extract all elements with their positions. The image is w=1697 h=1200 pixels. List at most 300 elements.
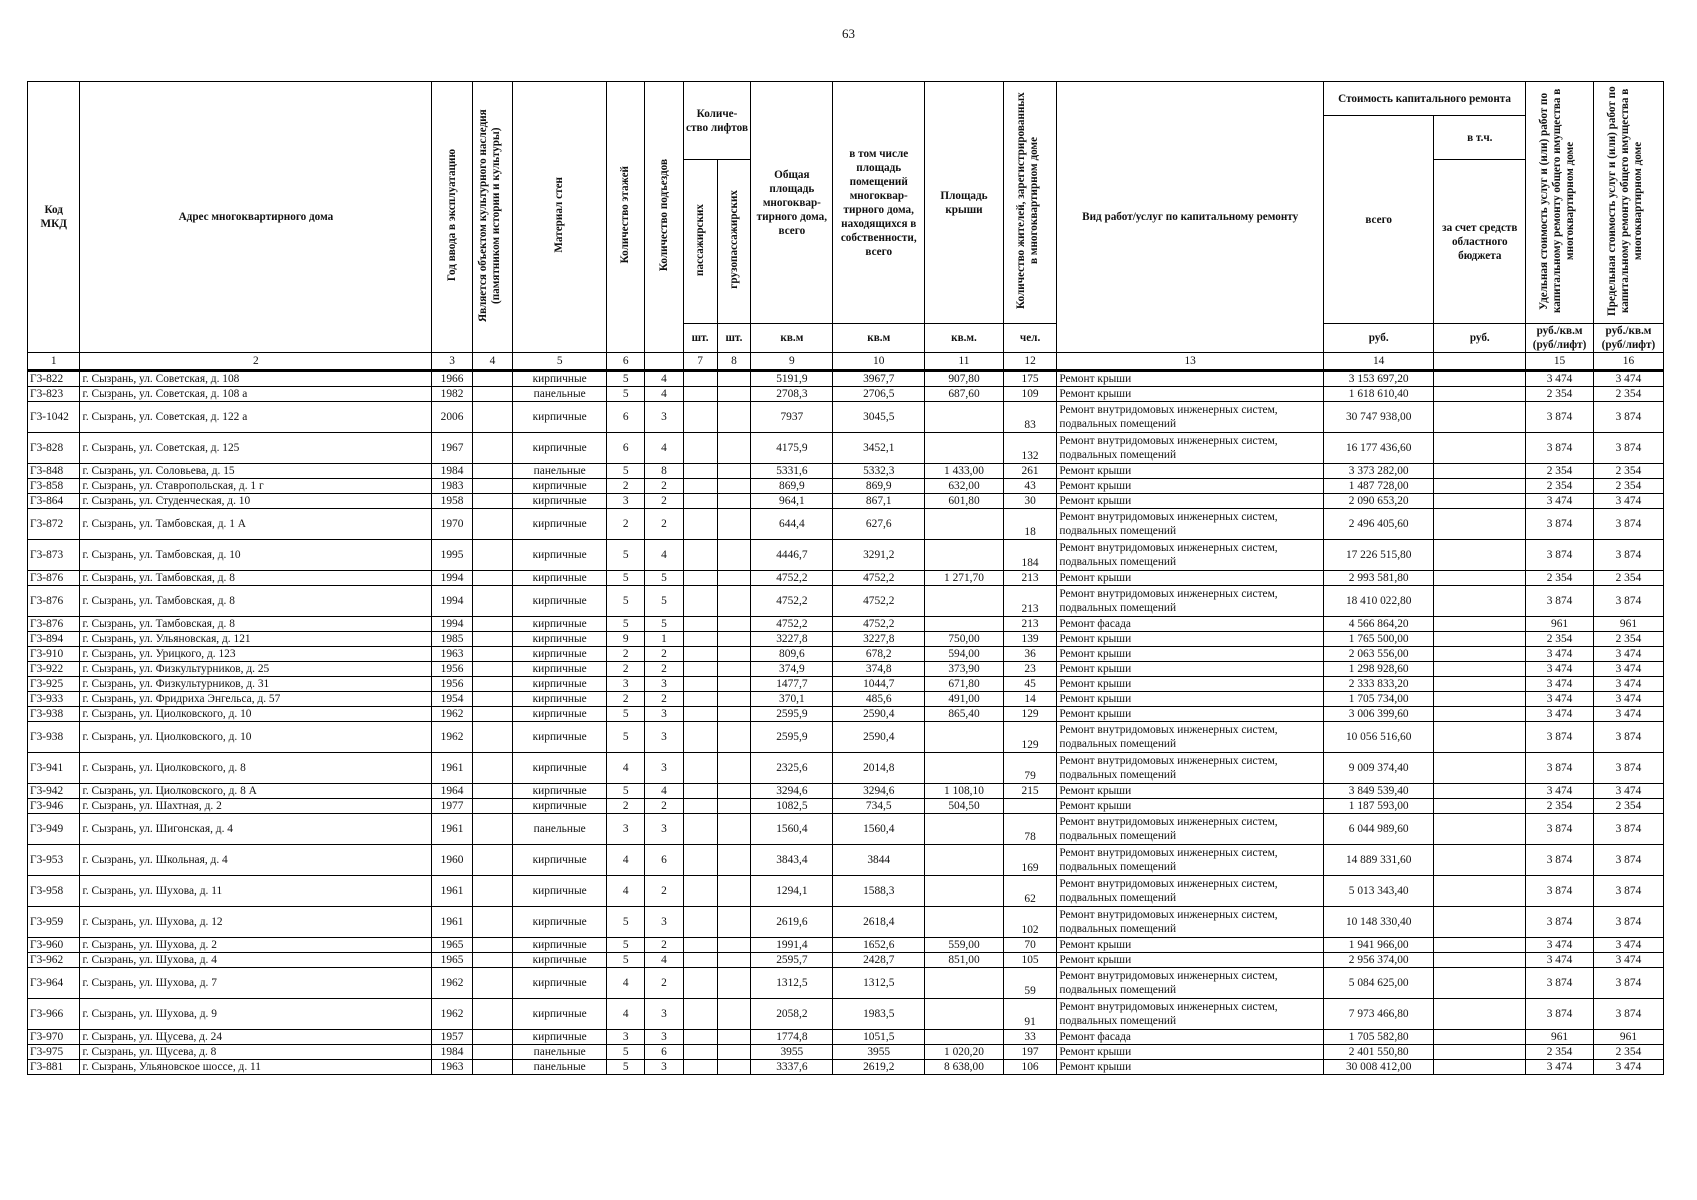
- cell-floors: 4: [607, 968, 645, 999]
- header-year: Год ввода в эксплуатацию: [432, 82, 472, 353]
- cell-cost-regional: [1434, 722, 1526, 753]
- table-row: [28, 662, 1664, 677]
- cell-cost-total: 1 298 928,60: [1324, 662, 1434, 677]
- cell-roof-area: 687,60: [925, 387, 1004, 402]
- cell-cost-regional: [1434, 1045, 1526, 1060]
- cell-floors: 5: [607, 586, 645, 617]
- cell-heritage: [472, 938, 512, 953]
- cell-cost-total: 1 765 500,00: [1324, 632, 1434, 647]
- cell-year: 1956: [432, 662, 472, 677]
- cell-year: 1984: [432, 1045, 472, 1060]
- cell-floors: 6: [607, 433, 645, 464]
- cell-lifts-freight: [717, 707, 751, 722]
- cell-total-area: 964,1: [751, 494, 833, 509]
- cell-lifts-freight: [717, 494, 751, 509]
- cell-work-type: Ремонт внутридомовых инженерных систем, подвальных помещений: [1057, 402, 1324, 433]
- cell-wall-material: кирпичные: [513, 571, 607, 586]
- cell-max-cost: 2 354: [1593, 799, 1663, 814]
- cell-lifts-freight: [717, 938, 751, 953]
- cell-owned-area: 734,5: [833, 799, 925, 814]
- cell-year: 1964: [432, 784, 472, 799]
- cell-heritage: [472, 1045, 512, 1060]
- column-number: 7: [683, 353, 717, 371]
- cell-mkd-code: Г3-881: [28, 1060, 80, 1075]
- cell-owned-area: 4752,2: [833, 571, 925, 586]
- cell-roof-area: [925, 907, 1004, 938]
- cell-total-area: 3955: [751, 1045, 833, 1060]
- cell-mkd-code: Г3-949: [28, 814, 80, 845]
- cell-residents: 261: [1003, 464, 1057, 479]
- cell-max-cost: 3 874: [1593, 586, 1663, 617]
- cell-floors: 5: [607, 938, 645, 953]
- cell-floors: 9: [607, 632, 645, 647]
- cell-mkd-code: Г3-858: [28, 479, 80, 494]
- table-row: [28, 617, 1664, 632]
- cell-heritage: [472, 632, 512, 647]
- cell-entrances: 3: [645, 814, 683, 845]
- header-work-type: Вид работ/услуг по капитальному ремонту: [1057, 82, 1324, 353]
- cell-address: г. Сызрань, ул. Студенческая, д. 10: [80, 494, 432, 509]
- cell-floors: 2: [607, 662, 645, 677]
- cell-mkd-code: Г3-1042: [28, 402, 80, 433]
- table-row: [28, 1045, 1664, 1060]
- cell-cost-total: 9 009 374,40: [1324, 753, 1434, 784]
- cell-unit-cost: 3 874: [1526, 845, 1594, 876]
- cell-unit-cost: 3 874: [1526, 402, 1594, 433]
- cell-lifts-passenger: [683, 722, 717, 753]
- cell-work-type: Ремонт крыши: [1057, 571, 1324, 586]
- capital-repair-table: [27, 81, 1664, 1075]
- cell-work-type: Ремонт внутридомовых инженерных систем, подвальных помещений: [1057, 509, 1324, 540]
- cell-mkd-code: Г3-962: [28, 953, 80, 968]
- cell-cost-regional: [1434, 753, 1526, 784]
- cell-lifts-freight: [717, 677, 751, 692]
- header-total-area: Общая площадь многоквар- тирного дома, всего: [751, 82, 833, 324]
- page-number: 63: [842, 26, 855, 41]
- cell-lifts-freight: [717, 617, 751, 632]
- unit-max-cost: руб./кв.м (руб/лифт): [1593, 324, 1663, 353]
- cell-roof-area: [925, 999, 1004, 1030]
- cell-cost-total: 6 044 989,60: [1324, 814, 1434, 845]
- cell-residents: 33: [1003, 1030, 1057, 1045]
- cell-unit-cost: 3 474: [1526, 662, 1594, 677]
- cell-unit-cost: 961: [1526, 1030, 1594, 1045]
- header-lifts: Количе- ство лифтов: [683, 82, 751, 160]
- cell-heritage: [472, 662, 512, 677]
- cell-cost-total: 3 006 399,60: [1324, 707, 1434, 722]
- cell-owned-area: 3844: [833, 845, 925, 876]
- cell-year: 1994: [432, 617, 472, 632]
- cell-entrances: 4: [645, 540, 683, 571]
- cell-wall-material: кирпичные: [513, 722, 607, 753]
- cell-owned-area: 678,2: [833, 647, 925, 662]
- cell-wall-material: кирпичные: [513, 753, 607, 784]
- cell-owned-area: 1560,4: [833, 814, 925, 845]
- cell-unit-cost: 961: [1526, 617, 1594, 632]
- column-number: 8: [717, 353, 751, 371]
- cell-lifts-freight: [717, 784, 751, 799]
- cell-floors: 2: [607, 799, 645, 814]
- cell-lifts-passenger: [683, 938, 717, 953]
- cell-floors: 3: [607, 677, 645, 692]
- cell-entrances: 1: [645, 632, 683, 647]
- header-cost-total: всего: [1324, 116, 1434, 324]
- cell-lifts-passenger: [683, 1045, 717, 1060]
- cell-year: 1961: [432, 814, 472, 845]
- cell-entrances: 5: [645, 617, 683, 632]
- cell-heritage: [472, 999, 512, 1030]
- cell-roof-area: [925, 617, 1004, 632]
- cell-year: 1966: [432, 371, 472, 387]
- cell-lifts-passenger: [683, 387, 717, 402]
- cell-roof-area: [925, 968, 1004, 999]
- column-number: 4: [472, 353, 512, 371]
- column-number: 10: [833, 353, 925, 371]
- cell-lifts-passenger: [683, 907, 717, 938]
- cell-work-type: Ремонт крыши: [1057, 632, 1324, 647]
- cell-wall-material: кирпичные: [513, 647, 607, 662]
- cell-work-type: Ремонт крыши: [1057, 387, 1324, 402]
- cell-owned-area: 3294,6: [833, 784, 925, 799]
- cell-work-type: Ремонт крыши: [1057, 371, 1324, 387]
- cell-wall-material: кирпичные: [513, 617, 607, 632]
- cell-lifts-passenger: [683, 632, 717, 647]
- cell-owned-area: 3227,8: [833, 632, 925, 647]
- cell-lifts-passenger: [683, 647, 717, 662]
- cell-entrances: 2: [645, 938, 683, 953]
- table-row: [28, 677, 1664, 692]
- cell-year: 1962: [432, 707, 472, 722]
- cell-address: г. Сызрань, ул. Тамбовская, д. 10: [80, 540, 432, 571]
- cell-entrances: 4: [645, 371, 683, 387]
- header-code: Код МКД: [28, 82, 80, 353]
- cell-cost-regional: [1434, 387, 1526, 402]
- cell-work-type: Ремонт крыши: [1057, 784, 1324, 799]
- table-row: [28, 753, 1664, 784]
- cell-cost-regional: [1434, 677, 1526, 692]
- cell-floors: 2: [607, 692, 645, 707]
- cell-unit-cost: 2 354: [1526, 632, 1594, 647]
- cell-year: 1983: [432, 479, 472, 494]
- cell-floors: 4: [607, 753, 645, 784]
- unit-cost-regional: руб.: [1434, 324, 1526, 353]
- cell-owned-area: 869,9: [833, 479, 925, 494]
- cell-wall-material: кирпичные: [513, 632, 607, 647]
- cell-unit-cost: 3 474: [1526, 494, 1594, 509]
- unit-cost-total: руб.: [1324, 324, 1434, 353]
- cell-wall-material: кирпичные: [513, 586, 607, 617]
- cell-address: г. Сызрань, ул. Циолковского, д. 8: [80, 753, 432, 784]
- cell-floors: 5: [607, 784, 645, 799]
- cell-total-area: 1560,4: [751, 814, 833, 845]
- cell-roof-area: 491,00: [925, 692, 1004, 707]
- column-number: 11: [925, 353, 1004, 371]
- table-row: [28, 464, 1664, 479]
- header-heritage: Является объектом культурного наследия (памятником истории и культуры): [472, 82, 512, 353]
- cell-wall-material: кирпичные: [513, 662, 607, 677]
- cell-entrances: 4: [645, 953, 683, 968]
- cell-address: г. Сызрань, ул. Циолковского, д. 10: [80, 707, 432, 722]
- cell-year: 1977: [432, 799, 472, 814]
- cell-residents: 129: [1003, 707, 1057, 722]
- cell-cost-total: 5 013 343,40: [1324, 876, 1434, 907]
- cell-lifts-freight: [717, 968, 751, 999]
- header-floors: Количество этажей: [607, 82, 645, 353]
- cell-cost-regional: [1434, 662, 1526, 677]
- cell-max-cost: 3 474: [1593, 662, 1663, 677]
- cell-roof-area: [925, 1030, 1004, 1045]
- cell-max-cost: 961: [1593, 617, 1663, 632]
- cell-heritage: [472, 586, 512, 617]
- cell-roof-area: [925, 509, 1004, 540]
- cell-residents: 213: [1003, 571, 1057, 586]
- cell-address: г. Сызрань, ул. Щусева, д. 24: [80, 1030, 432, 1045]
- header-lifts-passenger: пассажирских: [683, 160, 717, 324]
- cell-heritage: [472, 371, 512, 387]
- cell-residents: 105: [1003, 953, 1057, 968]
- cell-address: г. Сызрань, ул. Щусева, д. 8: [80, 1045, 432, 1060]
- cell-year: 1984: [432, 464, 472, 479]
- cell-work-type: Ремонт внутридомовых инженерных систем, подвальных помещений: [1057, 722, 1324, 753]
- cell-roof-area: 1 271,70: [925, 571, 1004, 586]
- cell-entrances: 4: [645, 784, 683, 799]
- cell-unit-cost: 2 354: [1526, 464, 1594, 479]
- cell-floors: 2: [607, 479, 645, 494]
- cell-heritage: [472, 433, 512, 464]
- cell-residents: 215: [1003, 784, 1057, 799]
- cell-heritage: [472, 814, 512, 845]
- cell-year: 1961: [432, 907, 472, 938]
- cell-mkd-code: Г3-958: [28, 876, 80, 907]
- cell-unit-cost: 3 874: [1526, 509, 1594, 540]
- cell-roof-area: 632,00: [925, 479, 1004, 494]
- table-row: [28, 999, 1664, 1030]
- cell-mkd-code: Г3-970: [28, 1030, 80, 1045]
- cell-unit-cost: 2 354: [1526, 799, 1594, 814]
- cell-work-type: Ремонт фасада: [1057, 617, 1324, 632]
- cell-floors: 4: [607, 999, 645, 1030]
- cell-floors: 4: [607, 845, 645, 876]
- cell-year: 1995: [432, 540, 472, 571]
- cell-floors: 3: [607, 814, 645, 845]
- cell-entrances: 3: [645, 999, 683, 1030]
- cell-owned-area: 485,6: [833, 692, 925, 707]
- cell-address: г. Сызрань, ул. Шухова, д. 7: [80, 968, 432, 999]
- table-row: [28, 722, 1664, 753]
- cell-wall-material: кирпичные: [513, 692, 607, 707]
- cell-mkd-code: Г3-959: [28, 907, 80, 938]
- cell-owned-area: 1044,7: [833, 677, 925, 692]
- cell-cost-total: 18 410 022,80: [1324, 586, 1434, 617]
- cell-owned-area: 3955: [833, 1045, 925, 1060]
- cell-owned-area: 4752,2: [833, 586, 925, 617]
- cell-max-cost: 3 474: [1593, 784, 1663, 799]
- cell-mkd-code: Г3-864: [28, 494, 80, 509]
- cell-cost-regional: [1434, 433, 1526, 464]
- table-row: [28, 1060, 1664, 1075]
- cell-entrances: 5: [645, 586, 683, 617]
- cell-cost-total: 2 063 556,00: [1324, 647, 1434, 662]
- cell-mkd-code: Г3-946: [28, 799, 80, 814]
- cell-year: 1985: [432, 632, 472, 647]
- cell-total-area: 3843,4: [751, 845, 833, 876]
- cell-heritage: [472, 784, 512, 799]
- cell-residents: 30: [1003, 494, 1057, 509]
- cell-lifts-freight: [717, 692, 751, 707]
- cell-unit-cost: 3 874: [1526, 753, 1594, 784]
- cell-owned-area: 2590,4: [833, 722, 925, 753]
- cell-floors: 5: [607, 707, 645, 722]
- header-max-cost: Предельная стоимость услуг и (или) работ по капитальному ремонту общего имущества в многоквартирном доме: [1593, 82, 1663, 324]
- cell-owned-area: 4752,2: [833, 617, 925, 632]
- cell-owned-area: 2619,2: [833, 1060, 925, 1075]
- cell-wall-material: панельные: [513, 387, 607, 402]
- cell-work-type: Ремонт крыши: [1057, 953, 1324, 968]
- unit-roof-area: кв.м.: [925, 324, 1004, 353]
- cell-cost-total: 4 566 864,20: [1324, 617, 1434, 632]
- cell-roof-area: [925, 845, 1004, 876]
- cell-unit-cost: 3 474: [1526, 938, 1594, 953]
- cell-total-area: 3337,6: [751, 1060, 833, 1075]
- cell-cost-total: 1 487 728,00: [1324, 479, 1434, 494]
- cell-owned-area: 5332,3: [833, 464, 925, 479]
- header-wall-material: Материал стен: [513, 82, 607, 353]
- cell-address: г. Сызрань, ул. Тамбовская, д. 8: [80, 571, 432, 586]
- cell-year: 1960: [432, 845, 472, 876]
- cell-work-type: Ремонт крыши: [1057, 662, 1324, 677]
- cell-max-cost: 3 874: [1593, 845, 1663, 876]
- cell-lifts-freight: [717, 953, 751, 968]
- cell-floors: 5: [607, 371, 645, 387]
- cell-roof-area: [925, 586, 1004, 617]
- cell-mkd-code: Г3-894: [28, 632, 80, 647]
- cell-lifts-passenger: [683, 464, 717, 479]
- cell-mkd-code: Г3-873: [28, 540, 80, 571]
- unit-owned-area: кв.м: [833, 324, 925, 353]
- cell-owned-area: 627,6: [833, 509, 925, 540]
- cell-work-type: Ремонт крыши: [1057, 464, 1324, 479]
- cell-mkd-code: Г3-938: [28, 707, 80, 722]
- cell-total-area: 4752,2: [751, 586, 833, 617]
- cell-unit-cost: 3 474: [1526, 692, 1594, 707]
- cell-owned-area: 3452,1: [833, 433, 925, 464]
- cell-lifts-freight: [717, 464, 751, 479]
- cell-lifts-passenger: [683, 571, 717, 586]
- column-number: [645, 353, 683, 371]
- cell-wall-material: кирпичные: [513, 677, 607, 692]
- cell-cost-total: 3 153 697,20: [1324, 371, 1434, 387]
- cell-wall-material: кирпичные: [513, 707, 607, 722]
- cell-wall-material: кирпичные: [513, 938, 607, 953]
- cell-lifts-freight: [717, 722, 751, 753]
- cell-total-area: 2708,3: [751, 387, 833, 402]
- cell-unit-cost: 3 874: [1526, 968, 1594, 999]
- column-number: 2: [80, 353, 432, 371]
- table-row: [28, 1030, 1664, 1045]
- cell-year: 1962: [432, 968, 472, 999]
- cell-residents: 139: [1003, 632, 1057, 647]
- cell-address: г. Сызрань, ул. Шухова, д. 4: [80, 953, 432, 968]
- cell-work-type: Ремонт крыши: [1057, 647, 1324, 662]
- cell-cost-total: 30 008 412,00: [1324, 1060, 1434, 1075]
- cell-year: 1957: [432, 1030, 472, 1045]
- cell-heritage: [472, 479, 512, 494]
- cell-cost-regional: [1434, 571, 1526, 586]
- table-row: [28, 371, 1664, 387]
- cell-max-cost: 3 474: [1593, 677, 1663, 692]
- cell-mkd-code: Г3-922: [28, 662, 80, 677]
- cell-max-cost: 3 474: [1593, 371, 1663, 387]
- cell-cost-total: 2 993 581,80: [1324, 571, 1434, 586]
- cell-mkd-code: Г3-925: [28, 677, 80, 692]
- cell-work-type: Ремонт внутридомовых инженерных систем, подвальных помещений: [1057, 876, 1324, 907]
- cell-entrances: 3: [645, 677, 683, 692]
- cell-work-type: Ремонт крыши: [1057, 1060, 1324, 1075]
- cell-mkd-code: Г3-876: [28, 617, 80, 632]
- cell-cost-total: 30 747 938,00: [1324, 402, 1434, 433]
- column-number: 14: [1324, 353, 1434, 371]
- cell-roof-area: [925, 753, 1004, 784]
- cell-address: г. Сызрань, ул. Тамбовская, д. 8: [80, 586, 432, 617]
- cell-total-area: 3227,8: [751, 632, 833, 647]
- cell-mkd-code: Г3-964: [28, 968, 80, 999]
- cell-cost-total: 1 187 593,00: [1324, 799, 1434, 814]
- table-row: [28, 586, 1664, 617]
- column-number: 12: [1003, 353, 1057, 371]
- cell-wall-material: кирпичные: [513, 784, 607, 799]
- cell-max-cost: 3 874: [1593, 876, 1663, 907]
- cell-work-type: Ремонт внутридомовых инженерных систем, подвальных помещений: [1057, 586, 1324, 617]
- table-row: [28, 938, 1664, 953]
- cell-owned-area: 2706,5: [833, 387, 925, 402]
- cell-address: г. Сызрань, ул. Советская, д. 122 а: [80, 402, 432, 433]
- cell-lifts-freight: [717, 662, 751, 677]
- table-row: [28, 479, 1664, 494]
- cell-heritage: [472, 617, 512, 632]
- table-row: [28, 907, 1664, 938]
- cell-address: г. Сызрань, ул. Советская, д. 108 а: [80, 387, 432, 402]
- cell-roof-area: 851,00: [925, 953, 1004, 968]
- cell-total-area: 5331,6: [751, 464, 833, 479]
- cell-year: 1963: [432, 1060, 472, 1075]
- cell-mkd-code: Г3-953: [28, 845, 80, 876]
- cell-lifts-freight: [717, 907, 751, 938]
- cell-heritage: [472, 509, 512, 540]
- cell-work-type: Ремонт внутридомовых инженерных систем, подвальных помещений: [1057, 845, 1324, 876]
- cell-entrances: 3: [645, 753, 683, 784]
- cell-lifts-passenger: [683, 586, 717, 617]
- cell-residents: 169: [1003, 845, 1057, 876]
- cell-owned-area: 867,1: [833, 494, 925, 509]
- cell-entrances: 3: [645, 402, 683, 433]
- cell-lifts-freight: [717, 387, 751, 402]
- cell-address: г. Сызрань, ул. Шухова, д. 2: [80, 938, 432, 953]
- cell-wall-material: кирпичные: [513, 479, 607, 494]
- cell-lifts-freight: [717, 999, 751, 1030]
- cell-roof-area: 865,40: [925, 707, 1004, 722]
- cell-total-area: 374,9: [751, 662, 833, 677]
- cell-entrances: 3: [645, 907, 683, 938]
- header-unit-cost: Удельная стоимость услуг и (или) работ по капитальному ремонту общего имущества в многоквартирном доме: [1526, 82, 1594, 324]
- cell-unit-cost: 3 474: [1526, 1060, 1594, 1075]
- cell-cost-regional: [1434, 907, 1526, 938]
- cell-total-area: 2595,7: [751, 953, 833, 968]
- header-roof-area: Площадь крыши: [925, 82, 1004, 324]
- cell-mkd-code: Г3-823: [28, 387, 80, 402]
- cell-wall-material: кирпичные: [513, 845, 607, 876]
- cell-wall-material: кирпичные: [513, 999, 607, 1030]
- cell-entrances: 2: [645, 494, 683, 509]
